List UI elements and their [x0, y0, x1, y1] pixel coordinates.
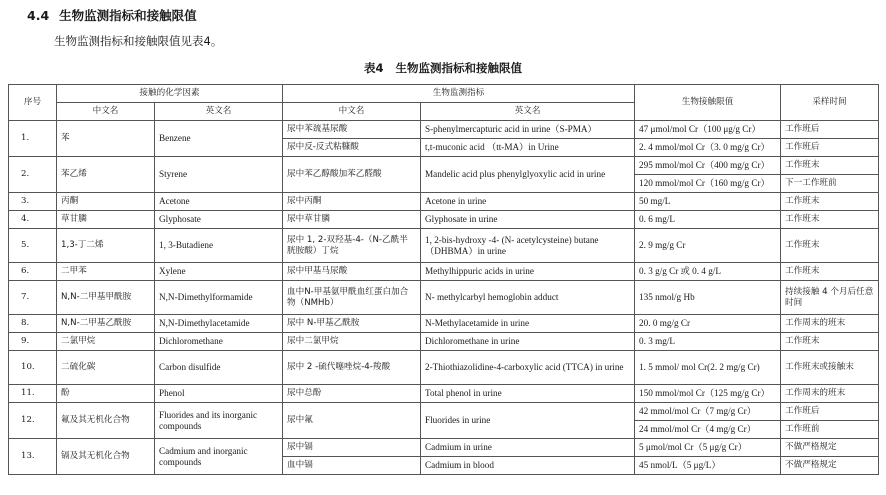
cell-sampling-time: 工作班末	[781, 229, 879, 263]
cell-limit: 47 μmol/mol Cr（100 μg/g Cr）	[635, 121, 781, 139]
cell-indicator-cn: 尿中丙酮	[283, 193, 421, 211]
cell-sampling-time: 工作班末	[781, 211, 879, 229]
cell-no: 1.	[9, 121, 57, 157]
cell-chem-en: Acetone	[155, 193, 283, 211]
cell-chem-en: 1, 3-Butadiene	[155, 229, 283, 263]
table-row	[9, 157, 879, 175]
section-heading	[27, 6, 197, 24]
cell-no: 5.	[9, 229, 57, 263]
cell-no: 7.	[9, 281, 57, 315]
cell-sampling-time: 不做严格规定	[781, 457, 879, 475]
cell-chem-cn: 丙酮	[57, 193, 155, 211]
cell-chem-en: Styrene	[155, 157, 283, 193]
cell-chem-cn: 酚	[57, 385, 155, 403]
cell-indicator-cn: 尿中二氯甲烷	[283, 333, 421, 351]
cell-indicator-cn: 尿中苯巯基尿酸	[283, 121, 421, 139]
table-row	[9, 351, 879, 385]
cell-chem-en: Fluorides and its inorganic compounds	[155, 403, 283, 439]
cell-chem-en: N,N-Dimethylacetamide	[155, 315, 283, 333]
cell-indicator-en: Acetone in urine	[421, 193, 635, 211]
header-seq: 序号	[9, 85, 57, 121]
table-row	[9, 211, 879, 229]
cell-sampling-time: 工作班末或接触末	[781, 351, 879, 385]
cell-indicator-en: S-phenylmercapturic acid in urine（S-PMA）	[421, 121, 635, 139]
table-row	[9, 281, 879, 315]
cell-indicator-cn: 尿中 2 -硫代噻唑烷-4-羧酸	[283, 351, 421, 385]
cell-sampling-time: 工作周末的班末	[781, 315, 879, 333]
cell-chem-cn: 草甘膦	[57, 211, 155, 229]
cell-sampling-time: 工作班末	[781, 263, 879, 281]
section-title: 生物监测指标和接触限值	[59, 8, 197, 23]
table-row	[9, 193, 879, 211]
cell-indicator-cn: 尿中甲基马尿酸	[283, 263, 421, 281]
cell-sampling-time: 工作班末	[781, 193, 879, 211]
cell-limit: 45 nmol/L（5 μg/L）	[635, 457, 781, 475]
cell-limit: 135 nmol/g Hb	[635, 281, 781, 315]
header-indicator-en: 英文名	[421, 103, 635, 121]
cell-indicator-cn: 尿中苯乙醇酸加苯乙醛酸	[283, 157, 421, 193]
cell-chem-cn: 镉及其无机化合物	[57, 439, 155, 475]
cell-limit: 120 mmol/mol Cr（160 mg/g Cr）	[635, 175, 781, 193]
cell-sampling-time: 工作班后	[781, 403, 879, 421]
cell-no: 10.	[9, 351, 57, 385]
cell-chem-cn: 1,3-丁二烯	[57, 229, 155, 263]
cell-indicator-en: Mandelic acid plus phenylglyoxylic acid in urine	[421, 157, 635, 193]
cell-limit: 50 mg/L	[635, 193, 781, 211]
cell-limit: 5 μmol/mol Cr（5 μg/g Cr）	[635, 439, 781, 457]
cell-chem-en: Glyphosate	[155, 211, 283, 229]
cell-limit: 150 mmol/mol Cr（125 mg/g Cr）	[635, 385, 781, 403]
cell-no: 12.	[9, 403, 57, 439]
cell-chem-en: Dichloromethane	[155, 333, 283, 351]
intro-paragraph: 生物监测指标和接触限值见表4。	[54, 34, 223, 48]
cell-no: 6.	[9, 263, 57, 281]
cell-chem-en: Carbon disulfide	[155, 351, 283, 385]
cell-sampling-time: 不做严格规定	[781, 439, 879, 457]
cell-chem-en: Xylene	[155, 263, 283, 281]
cell-indicator-cn: 尿中总酚	[283, 385, 421, 403]
table-row	[9, 121, 879, 139]
cell-chem-cn: N,N-二甲基乙酰胺	[57, 315, 155, 333]
cell-limit: 1. 5 mmol/ mol Cr(2. 2 mg/g Cr)	[635, 351, 781, 385]
header-exposure-en: 英文名	[155, 103, 283, 121]
cell-chem-cn: 苯	[57, 121, 155, 157]
cell-limit: 2. 9 mg/g Cr	[635, 229, 781, 263]
cell-indicator-en: Total phenol in urine	[421, 385, 635, 403]
cell-limit: 42 mmol/mol Cr（7 mg/g Cr）	[635, 403, 781, 421]
table-row	[9, 333, 879, 351]
cell-chem-cn: N,N-二甲基甲酰胺	[57, 281, 155, 315]
table-caption	[0, 60, 886, 76]
cell-sampling-time: 持续接触 4 个月后任意时间	[781, 281, 879, 315]
header-indicator-cn: 中文名	[283, 103, 421, 121]
cell-sampling-time: 工作班前	[781, 421, 879, 439]
cell-sampling-time: 工作班末	[781, 333, 879, 351]
cell-indicator-en: Dichloromethane in urine	[421, 333, 635, 351]
header-limit: 生物接触限值	[635, 85, 781, 121]
cell-indicator-en: Methylhippuric acids in urine	[421, 263, 635, 281]
biomonitoring-table	[8, 84, 879, 475]
table-row	[9, 315, 879, 333]
cell-indicator-cn: 血中镉	[283, 457, 421, 475]
table-row	[9, 229, 879, 263]
cell-indicator-en: 2-Thiothiazolidine-4-carboxylic acid (TTCA) in urine	[421, 351, 635, 385]
cell-indicator-en: t,t-muconic acid （tt-MA）in Urine	[421, 139, 635, 157]
cell-no: 9.	[9, 333, 57, 351]
cell-limit: 0. 6 mg/L	[635, 211, 781, 229]
cell-limit: 20. 0 mg/g Cr	[635, 315, 781, 333]
table-row	[9, 263, 879, 281]
section-number: 4.4	[27, 8, 50, 23]
table-row	[9, 439, 879, 457]
cell-indicator-en: Cadmium in urine	[421, 439, 635, 457]
cell-chem-en: N,N-Dimethylformamide	[155, 281, 283, 315]
cell-no: 3.	[9, 193, 57, 211]
cell-limit: 0. 3 mg/L	[635, 333, 781, 351]
cell-limit: 24 mmol/mol Cr（4 mg/g Cr）	[635, 421, 781, 439]
cell-sampling-time: 下一工作班前	[781, 175, 879, 193]
cell-no: 4.	[9, 211, 57, 229]
cell-indicator-cn: 尿中 N-甲基乙酰胺	[283, 315, 421, 333]
cell-indicator-cn: 尿中氟	[283, 403, 421, 439]
header-sampling-time: 采样时间	[781, 85, 879, 121]
cell-indicator-cn: 尿中镉	[283, 439, 421, 457]
cell-indicator-en: N- methylcarbyl hemoglobin adduct	[421, 281, 635, 315]
table-caption-number: 表4	[363, 61, 384, 75]
table-row	[9, 403, 879, 421]
cell-chem-cn: 苯乙烯	[57, 157, 155, 193]
cell-no: 2.	[9, 157, 57, 193]
table-caption-title: 生物监测指标和接触限值	[395, 61, 522, 75]
cell-sampling-time: 工作周末的班末	[781, 385, 879, 403]
cell-chem-en: Phenol	[155, 385, 283, 403]
cell-chem-cn: 氟及其无机化合物	[57, 403, 155, 439]
header-exposure-group: 接触的化学因素	[57, 85, 283, 103]
cell-limit: 295 mmol/mol Cr（400 mg/g Cr）	[635, 157, 781, 175]
cell-indicator-en: Glyphosate in urine	[421, 211, 635, 229]
cell-indicator-cn: 血中N-甲基氨甲酰血红蛋白加合物（NMHb）	[283, 281, 421, 315]
cell-chem-cn: 二氯甲烷	[57, 333, 155, 351]
cell-chem-en: Benzene	[155, 121, 283, 157]
cell-chem-en: Cadmium and inorganic compounds	[155, 439, 283, 475]
cell-chem-cn: 二甲苯	[57, 263, 155, 281]
table-row	[9, 385, 879, 403]
cell-indicator-cn: 尿中草甘膦	[283, 211, 421, 229]
cell-indicator-en: Fluorides in urine	[421, 403, 635, 439]
cell-limit: 0. 3 g/g Cr 或 0. 4 g/L	[635, 263, 781, 281]
header-indicator-group: 生物监测指标	[283, 85, 635, 103]
cell-limit: 2. 4 mmol/mol Cr（3. 0 mg/g Cr）	[635, 139, 781, 157]
cell-indicator-cn: 尿中反-反式粘糠酸	[283, 139, 421, 157]
cell-indicator-cn: 尿中 1, 2-双羟基-4-（N-乙酰半胱胺酸）丁烷	[283, 229, 421, 263]
cell-sampling-time: 工作班末	[781, 157, 879, 175]
cell-no: 13.	[9, 439, 57, 475]
cell-indicator-en: N-Methylacetamide in urine	[421, 315, 635, 333]
cell-indicator-en: 1, 2-bis-hydroxy -4- (N- acetylcysteine) butane（DHBMA）in urine	[421, 229, 635, 263]
cell-sampling-time: 工作班后	[781, 139, 879, 157]
cell-no: 8.	[9, 315, 57, 333]
cell-indicator-en: Cadmium in blood	[421, 457, 635, 475]
header-exposure-cn: 中文名	[57, 103, 155, 121]
cell-sampling-time: 工作班后	[781, 121, 879, 139]
cell-chem-cn: 二硫化碳	[57, 351, 155, 385]
cell-no: 11.	[9, 385, 57, 403]
